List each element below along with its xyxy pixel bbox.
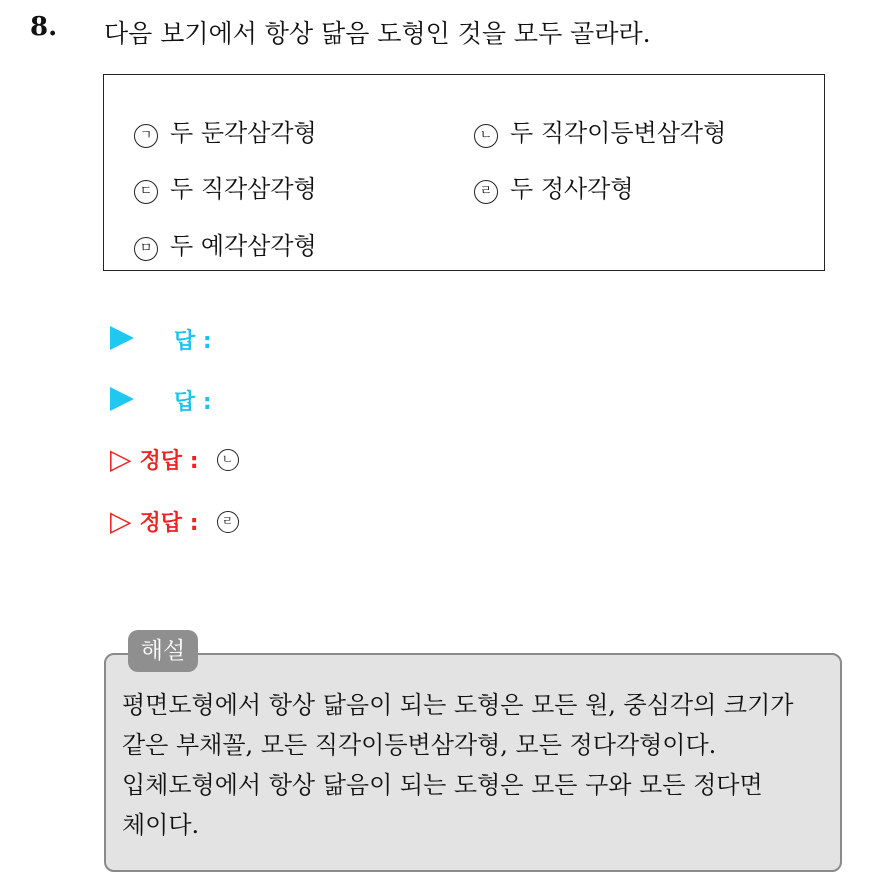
explanation-line: 체이다. bbox=[122, 811, 200, 839]
explanation-box bbox=[104, 653, 842, 872]
option-marker: ㄴ bbox=[474, 124, 498, 148]
option-4 bbox=[474, 169, 634, 204]
option-text: 두 직각삼각형 bbox=[170, 175, 317, 203]
answer-label: 답 : bbox=[174, 390, 212, 415]
explanation-tab: 해설 bbox=[128, 630, 198, 672]
option-2 bbox=[474, 113, 726, 148]
correct-answer-value: ㄹ bbox=[217, 511, 239, 533]
option-marker: ㄱ bbox=[134, 124, 158, 148]
option-5 bbox=[134, 226, 317, 261]
option-1 bbox=[134, 113, 317, 148]
question-number: 8. bbox=[30, 12, 58, 42]
correct-answer-label: 정답 : bbox=[139, 511, 199, 536]
explanation-line: 같은 부채꼴, 모든 직각이등변삼각형, 모든 정다각형이다. bbox=[122, 731, 717, 759]
answer-row-1[interactable] bbox=[110, 326, 212, 354]
correct-answer-value: ㄴ bbox=[217, 449, 239, 471]
play-triangle-icon bbox=[110, 387, 134, 411]
option-marker: ㄹ bbox=[474, 180, 498, 204]
correct-answer-label: 정답 : bbox=[139, 449, 199, 474]
explanation-text bbox=[122, 685, 834, 845]
outline-triangle-icon: ▷ bbox=[110, 504, 132, 538]
explanation-line: 평면도형에서 항상 닮음이 되는 도형은 모든 원, 중심각의 크기가 bbox=[122, 691, 794, 719]
option-text: 두 정사각형 bbox=[510, 175, 634, 203]
option-marker: ㄷ bbox=[134, 180, 158, 204]
options-box bbox=[103, 74, 825, 271]
question-text: 다음 보기에서 항상 닮음 도형인 것을 모두 골라라. bbox=[104, 19, 651, 48]
option-text: 두 둔각삼각형 bbox=[170, 119, 317, 147]
correct-answer-row-1 bbox=[110, 444, 239, 475]
answer-label: 답 : bbox=[174, 329, 212, 354]
answer-row-2[interactable] bbox=[110, 387, 212, 415]
option-marker: ㅁ bbox=[134, 237, 158, 261]
option-text: 두 예각삼각형 bbox=[170, 232, 317, 260]
explanation-line: 입체도형에서 항상 닮음이 되는 도형은 모든 구와 모든 정다면 bbox=[122, 771, 763, 799]
option-text: 두 직각이등변삼각형 bbox=[510, 119, 727, 147]
outline-triangle-icon: ▷ bbox=[110, 442, 132, 476]
option-3 bbox=[134, 169, 317, 204]
play-triangle-icon bbox=[110, 326, 134, 350]
correct-answer-row-2 bbox=[110, 506, 239, 537]
